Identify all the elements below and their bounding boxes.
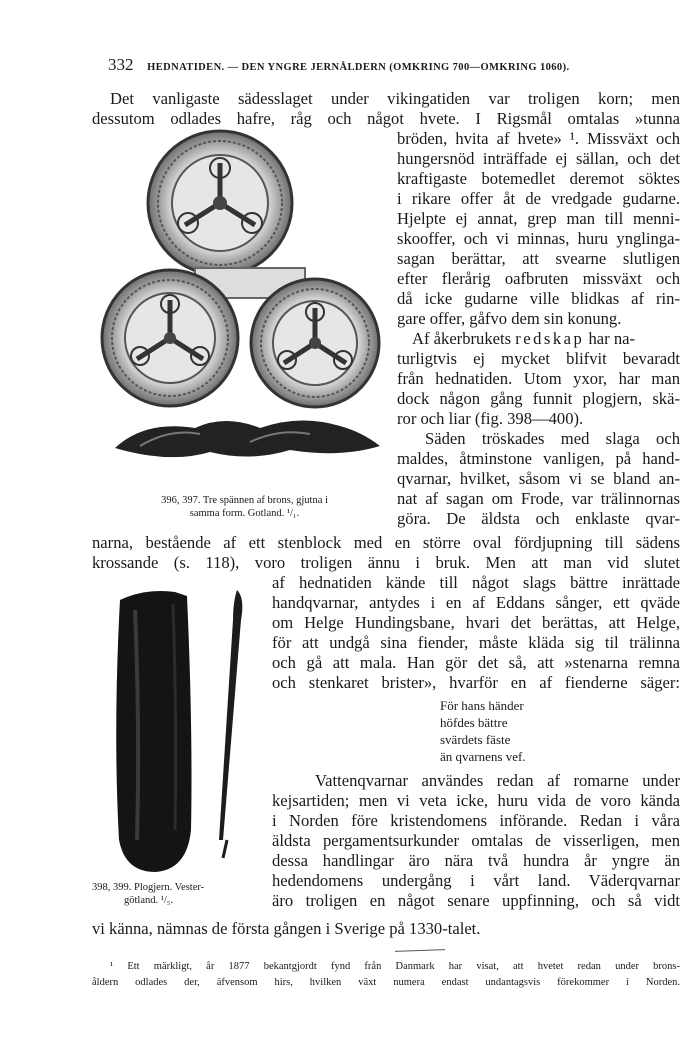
text-line: nat af sagan om Frode, var trälinnornas [397, 489, 680, 508]
text-line: Det vanligaste sädesslaget under vikingatiden var troligen korn; men [110, 89, 680, 108]
brooches-side-view [115, 420, 380, 457]
text-line: dessa handlingar äro nära två hundra år yngre än [272, 851, 680, 870]
text-line: bröden, hvita af hvete» ¹. Missväxt och [397, 129, 680, 148]
running-header [108, 55, 570, 75]
text-line: skooffer, och vi minnas, huru ynglinga- [397, 229, 680, 248]
text-line: Vattenqvarnar användes redan af romarne under [315, 771, 680, 790]
text-line: och stenkaret brister», hvarför en af fienderne säger: [272, 673, 680, 692]
figure-caption-398 [92, 881, 267, 907]
caption-line: samma form. Gotland. ¹/₁. [189, 508, 300, 519]
text-line: äro troligen en något senare uppfinning, och så vidt [272, 891, 680, 910]
text-line: hungersnöd inträffade ej sällan, och det [397, 149, 680, 168]
text-line: om Helge Hundingsbane, hvari det berättas, att Helge, [272, 613, 680, 632]
text-line: i Norden före kristendomens införande. Redan i våra [272, 811, 680, 830]
text-line: i rikare offer åt de vredgade gudarne. [397, 189, 680, 208]
verse-quote [440, 697, 526, 765]
text-line: Hjelpte ej annat, grep man till menni- [397, 209, 680, 228]
text-span: har na- [584, 329, 636, 348]
text-line: för att undgå sina fiender, måste kläda sig til trälinna [272, 633, 680, 652]
figure-caption-396 [102, 494, 387, 520]
caption-line: 398, 399. Plogjern. Vester- [92, 882, 205, 893]
text-line: göra. De äldsta och enklaste qvar- [397, 509, 680, 528]
plough-share-illustration [95, 580, 270, 880]
text-line: qvarnar, hvilket, såsom vi se bland an- [397, 469, 680, 488]
text-span: Af åkerbrukets [412, 329, 516, 348]
text-line: dock någon gång funnit plogjern, skä- [397, 389, 680, 408]
brooch-right [251, 279, 379, 407]
plough-share [116, 591, 191, 872]
text-line: kraftigaste botemedlet deremot söktes [397, 169, 680, 188]
text-line: och gå att mala. Han gör det så, att »stenarna remna [272, 653, 680, 672]
page-number: 332 [108, 55, 134, 74]
brooch-left [102, 270, 238, 406]
text-line: äldsta pergamentsurkunder omtalas de visserligen, men [272, 831, 680, 850]
verse-line: höfdes bättre [440, 715, 508, 730]
text-line: sagan berättar, att svearne slutligen [397, 249, 680, 268]
text-line: gare offer, gåfvo dem sin konung. [397, 309, 622, 328]
verse-line: svärdets fäste [440, 732, 511, 747]
verse-line: än qvarnens vef. [440, 749, 526, 764]
text-line: handqvarnar, antydes i en af Eddans sånger, ett qväde [272, 593, 680, 612]
emphasis-word: redskap [515, 329, 585, 348]
text-line: vi känna, nämnas de första gången i Sverige på 1330-talet. [92, 919, 481, 938]
text-line: ror och liar (fig. 398—400). [397, 409, 584, 428]
text-line: kejsartiden; men vi veta icke, huru vida de voro kända [272, 791, 680, 810]
text-line: maldes, åtminstone vanligen, på hand- [397, 449, 680, 468]
plough-coulter [219, 590, 242, 858]
text-line: efter flerårig oafbruten missväxt och [397, 269, 680, 288]
footnote-line: ¹ Ett märkligt, år 1877 bekantgjordt fynd från Danmark har visat, att hvetet redan under brons- [110, 961, 680, 972]
text-line: dessutom odlades hafre, råg och något hvete. I Rigsmål omtalas »tunna [92, 109, 680, 128]
text-line: krossande (s. 118), voro troligen ännu i bruk. Men att man vid slutet [92, 553, 680, 572]
caption-line: 396, 397. Tre spännen af brons, gjutna i [161, 495, 328, 506]
caption-line: götland. ¹/₅. [124, 895, 174, 906]
text-line: Säden tröskades med slaga och [425, 429, 680, 448]
text-line: turligtvis ej mycket blifvit bevaradt [397, 349, 680, 368]
text-line: af hednatiden kände till något slags bättre inrättade [272, 573, 680, 592]
text-line: hedendomens undergång i vårt land. Väderqvarnar [272, 871, 680, 890]
text-line: då icke gudarne ville blidkas af rin- [397, 289, 680, 308]
footnote-line: åldern odlades der, äfvensom hirs, hvilken växt numera endast undantagsvis förekommer i Norden. [92, 977, 680, 988]
brooch-top [148, 131, 292, 275]
text-line: från hednatiden. Utom yxor, har man [397, 369, 680, 388]
text-line [412, 329, 680, 349]
brooches-illustration [100, 128, 390, 488]
footnote-rule [395, 949, 445, 952]
verse-line: För hans händer [440, 698, 524, 713]
running-title: HEDNATIDEN. — DEN YNGRE JERNÅLDERN (OMKRING 700—OMKRING 1060). [147, 62, 570, 73]
text-line: narna, bestående af ett stenblock med en större oval fördjupning till sädens [92, 533, 680, 552]
